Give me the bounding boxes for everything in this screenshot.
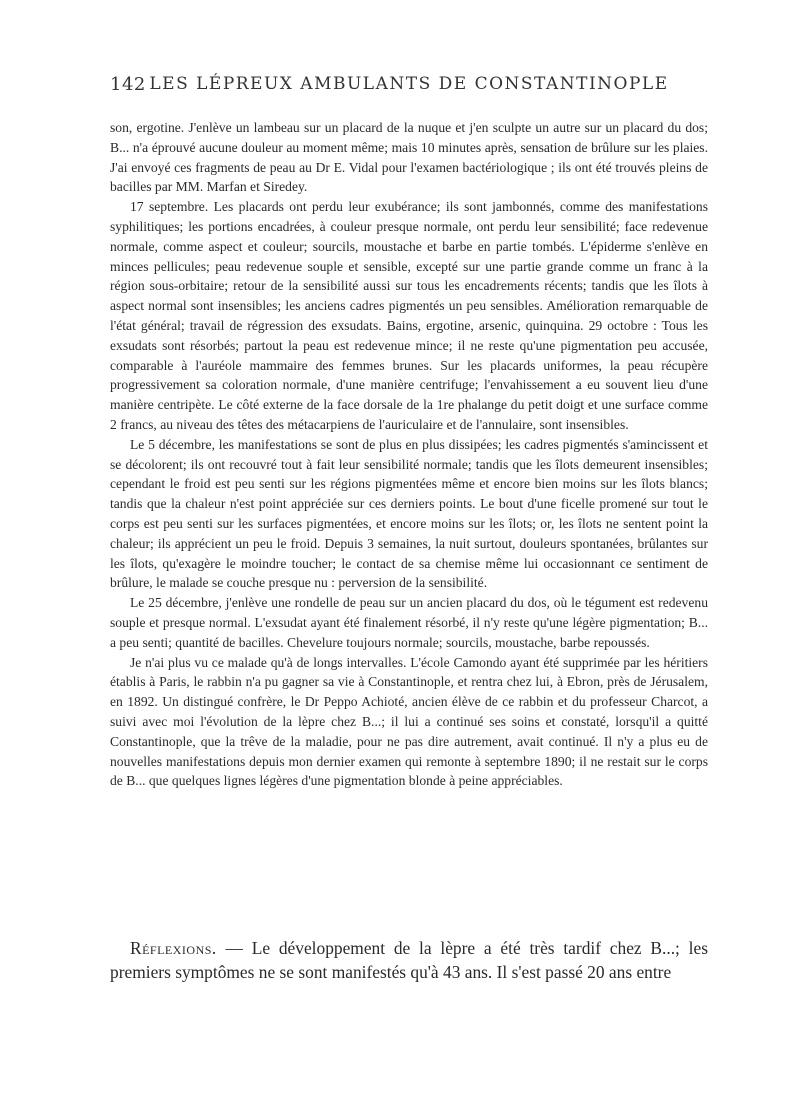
reflexions-label: Réflexions. [130, 938, 217, 958]
reflexions-section [110, 936, 708, 984]
page-number: 142 [110, 74, 146, 95]
running-title: LES LÉPREUX AMBULANTS DE CONSTANTINOPLE [149, 74, 669, 94]
body-text [110, 118, 708, 791]
paragraph-25-decembre: Le 25 décembre, j'enlève une rondelle de peau sur un ancien placard du dos, où le tégument est redevenu souple et presque normal. L'exsudat ayant été finalement résorbé, il n'y reste qu'une légère pigmentation; B... a peu senti; quantité de bacilles. Chevelure toujours normale; sourcils, moustache, barbe repoussés. [110, 595, 708, 650]
paragraph-5-decembre: Le 5 décembre, les manifestations se sont de plus en plus dissipées; les cadres pigmentés s'amincissent et se décolorent; ils ont recouvré tout à fait leur sensibilité normale; tandis que les îlots demeurent insensibles; cependant le froid est peu senti sur les régions pigmentées même et encore bien moins sur les îlots blancs; tandis que la chaleur n'est point appréciée sur ces derniers points. Le bout d'une ficelle promené sur tout le corps est peu senti sur les surfaces pigmentées, et encore moins sur les îlots; or, les îlots ne sentent point la chaleur; ils apprécient un peu le froid. Depuis 3 semaines, la nuit surtout, douleurs spontanées, brûlantes sur les îlots, qu'exagère le moindre toucher; le contact de sa chemise même lui occasionnant ce sentiment de brûlure, le malade se couche presque nu : perversion de la sensibilité. [110, 436, 708, 591]
reflexions-text: — Le développement de la lèpre a été très tardif chez B...; les premiers symptômes ne se sont manifestés qu'à 43 ans. Il s'est passé 20 ans entre [110, 938, 708, 982]
paragraph-17-septembre: 17 septembre. Les placards ont perdu leur exubérance; ils sont jambonnés, comme des manifestations syphilitiques; les portions encadrées, à couleur presque normale, ont perdu leur sensibilité; face redevenue normale, comme aspect et couleur; sourcils, moustache et barbe en partie tombés. L'épiderme s'enlève en minces pellicules; peau redevenue souple et sensible, excepté sur une partie grande comme un franc à la région sous-orbitaire; retour de la sensibilité aussi sur tous les encadrements récents; tandis que les îlots à aspect normal sont insensibles; les anciens cadres pigmentés un peu sensibles. Amélioration remarquable de l'état général; travail de régression des exsudats. Bains, ergotine, arsenic, quinquina. 29 octobre : Tous les exsudats sont résorbés; partout la peau est redevenue mince; il ne reste qu'une pigmentation peu accusée, comparable à l'auréole mammaire des femmes brunes. Sur les placards uniformes, la peau récupère progressivement sa coloration normale, d'une manière centrifuge; l'envahissement a eu souvent lieu d'une manière centripète. Le côté externe de la face dorsale de la 1re phalange du petit doigt et une surface comme 2 francs, au niveau des têtes des métacarpiens de l'auriculaire et de l'annulaire, sont insensibles. [110, 199, 708, 432]
paragraph-later-observations: Je n'ai plus vu ce malade qu'à de longs intervalles. L'école Camondo ayant été supprimée par les héritiers établis à Paris, le rabbin n'a pu gagner sa vie à Constantinople, et rentra chez lui, à Ebron, près de Jérusalem, en 1892. Un distingué confrère, le Dr Peppo Achioté, ancien élève de ce rabbin et du professeur Charcot, a suivi avec moi l'évolution de la lèpre chez B...; il lui a continué ses soins et constaté, lorsqu'il a quitté Constantinople, que la trêve de la maladie, pour ne pas dire autrement, avait continué. Il n'y a plus eu de nouvelles manifestations depuis mon dernier examen qui remonte à septembre 1890; il ne restait sur le corps de B... que quelques lignes légères d'une pigmentation blonde à peine appréciables. [110, 654, 708, 789]
paragraph-continuation: son, ergotine. J'enlève un lambeau sur un placard de la nuque et j'en sculpte un autre sur un placard du dos; B... n'a éprouvé aucune douleur au moment même; mais 10 minutes après, sensation de brûlure sur les plaies. J'ai envoyé ces fragments de peau au Dr E. Vidal pour l'examen bactériologique ; ils ont été trouvés pleins de bacilles par MM. Marfan et Siredey. [110, 120, 708, 195]
running-head [110, 74, 708, 102]
